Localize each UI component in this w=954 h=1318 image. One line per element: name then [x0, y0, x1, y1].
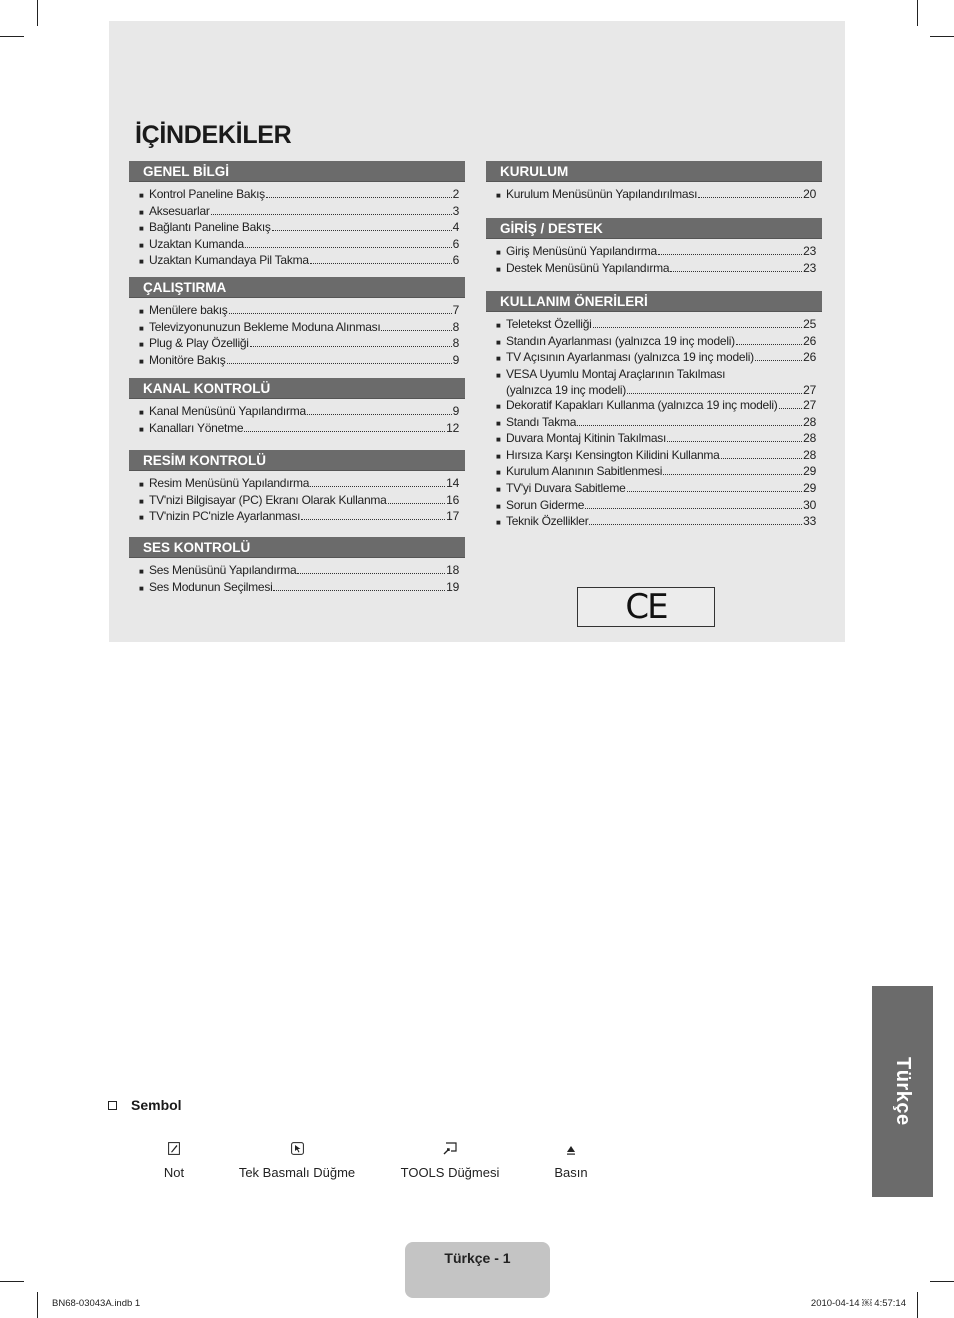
toc-entry[interactable]: ■ Ses Modunun Seçilmesi 19	[139, 579, 459, 594]
toc-entry[interactable]: ■ Destek Menüsünü Yapılandırma 23	[496, 260, 816, 275]
toc-entry[interactable]: ■ Televizyonunuzun Bekleme Moduna Alınması 8	[139, 319, 459, 334]
crop-mark	[930, 36, 954, 37]
tools-button-icon	[395, 1138, 505, 1158]
crop-mark	[0, 36, 24, 37]
note-icon	[144, 1138, 204, 1158]
section-header: GİRİŞ / DESTEK	[486, 218, 822, 239]
page-number-tab: Türkçe - 1	[405, 1242, 550, 1298]
toc-entry[interactable]: ■ Bağlantı Paneline Bakış 4	[139, 220, 459, 235]
print-file-info: BN68-03043A.indb 1	[52, 1298, 141, 1309]
symbol-tools-button: TOOLS Düğmesi	[395, 1138, 505, 1180]
toc-entry[interactable]: ■ Kanalları Yönetme 12	[139, 420, 459, 435]
toc-section-sound	[129, 537, 465, 596]
toc-entry[interactable]: ■ TV'nizin PC'nizle Ayarlanması 17	[139, 509, 459, 524]
section-header: RESİM KONTROLÜ	[129, 450, 465, 471]
section-header: GENEL BİLGİ	[129, 161, 465, 182]
toc-entry[interactable]: ■ Kurulum Alanının Sabitlenmesi 29	[496, 464, 816, 479]
language-side-tab: Türkçe	[872, 986, 933, 1197]
symbol-press: Basın	[546, 1138, 596, 1180]
toc-section-general	[129, 161, 465, 270]
crop-mark	[930, 1281, 954, 1282]
toc-section-operation	[129, 277, 465, 369]
toc-entry[interactable]: ■ Giriş Menüsünü Yapılandırma 23	[496, 244, 816, 258]
toc-entry[interactable]: ■ Standın Ayarlanması (yalnızca 19 inç modeli) 26	[496, 333, 816, 348]
toc-entry[interactable]: ■ Kanal Menüsünü Yapılandırma 9	[139, 404, 459, 418]
toc-section-channel	[129, 378, 465, 437]
section-header: KURULUM	[486, 161, 822, 182]
crop-mark	[37, 1292, 38, 1318]
toc-entry[interactable]: ■ Kurulum Menüsünün Yapılandırılması 20	[496, 187, 816, 201]
toc-entry[interactable]: ■ Teletekst Özelliği 25	[496, 317, 816, 331]
toc-entry[interactable]: ■ Resim Menüsünü Yapılandırma 14	[139, 476, 459, 490]
toc-entry[interactable]: ■ Teknik Özellikler 33	[496, 514, 816, 529]
toc-section-usage-tips	[486, 291, 822, 531]
toc-entry[interactable]: ■ Kontrol Paneline Bakış 2	[139, 187, 459, 201]
toc-entry[interactable]: ■ Plug & Play Özelliği 8	[139, 336, 459, 351]
toc-entry[interactable]: ■ Sorun Giderme 30	[496, 497, 816, 512]
toc-entry[interactable]: ■ Monitöre Bakış 9	[139, 352, 459, 367]
toc-entry[interactable]: ■ Menülere bakış 7	[139, 303, 459, 317]
symbol-one-touch-button: Tek Basmalı Düğme	[232, 1138, 362, 1180]
symbol-note: Not	[144, 1138, 204, 1180]
toc-entry[interactable]: ■ TV'nizi Bilgisayar (PC) Ekranı Olarak Kullanma 16	[139, 492, 459, 507]
toc-entry[interactable]: ■ Standı Takma 28	[496, 414, 816, 429]
crop-mark	[0, 1281, 24, 1282]
toc-entry[interactable]: ■ TV Açısının Ayarlanması (yalnızca 19 inç modeli) 26	[496, 350, 816, 365]
toc-section-input-support	[486, 218, 822, 277]
toc-entry[interactable]: ■ Uzaktan Kumandaya Pil Takma 6	[139, 253, 459, 268]
symbol-heading: Sembol	[108, 1097, 182, 1113]
crop-mark	[917, 0, 918, 26]
crop-mark	[917, 1292, 918, 1318]
toc-entry[interactable]: ■ Ses Menüsünü Yapılandırma 18	[139, 563, 459, 577]
toc-entry[interactable]: ■ Aksesuarlar 3	[139, 203, 459, 218]
press-icon	[546, 1138, 596, 1158]
toc-entry[interactable]: ■ Hırsıza Karşı Kensington Kilidini Kullanma 28	[496, 447, 816, 462]
toc-entry[interactable]: ■ TV'yi Duvara Sabitleme 29	[496, 480, 816, 495]
one-touch-button-icon	[232, 1138, 362, 1158]
toc-section-setup	[486, 161, 822, 204]
print-timestamp: 2010-04-14 ￼ 4:57:14	[810, 1298, 906, 1309]
section-header: KANAL KONTROLÜ	[129, 378, 465, 399]
crop-mark	[37, 0, 38, 26]
section-header: SES KONTROLÜ	[129, 537, 465, 558]
toc-entry[interactable]: ■ Uzaktan Kumanda 6	[139, 236, 459, 251]
toc-entry[interactable]: ■ Dekoratif Kapakları Kullanma (yalnızca 19 inç modeli) 27	[496, 397, 816, 412]
toc-section-picture	[129, 450, 465, 526]
section-header: KULLANIM ÖNERİLERİ	[486, 291, 822, 312]
ce-mark-logo: CE	[577, 587, 715, 627]
toc-entry[interactable]: ■ VESA Uyumlu Montaj Araçlarının Takılması (yalnızca 19 inç modeli) 27	[496, 366, 816, 398]
toc-entry[interactable]: ■ Duvara Montaj Kitinin Takılması 28	[496, 431, 816, 446]
section-header: ÇALIŞTIRMA	[129, 277, 465, 298]
page-title: İÇİNDEKİLER	[135, 121, 292, 149]
checkbox-icon	[108, 1101, 117, 1110]
